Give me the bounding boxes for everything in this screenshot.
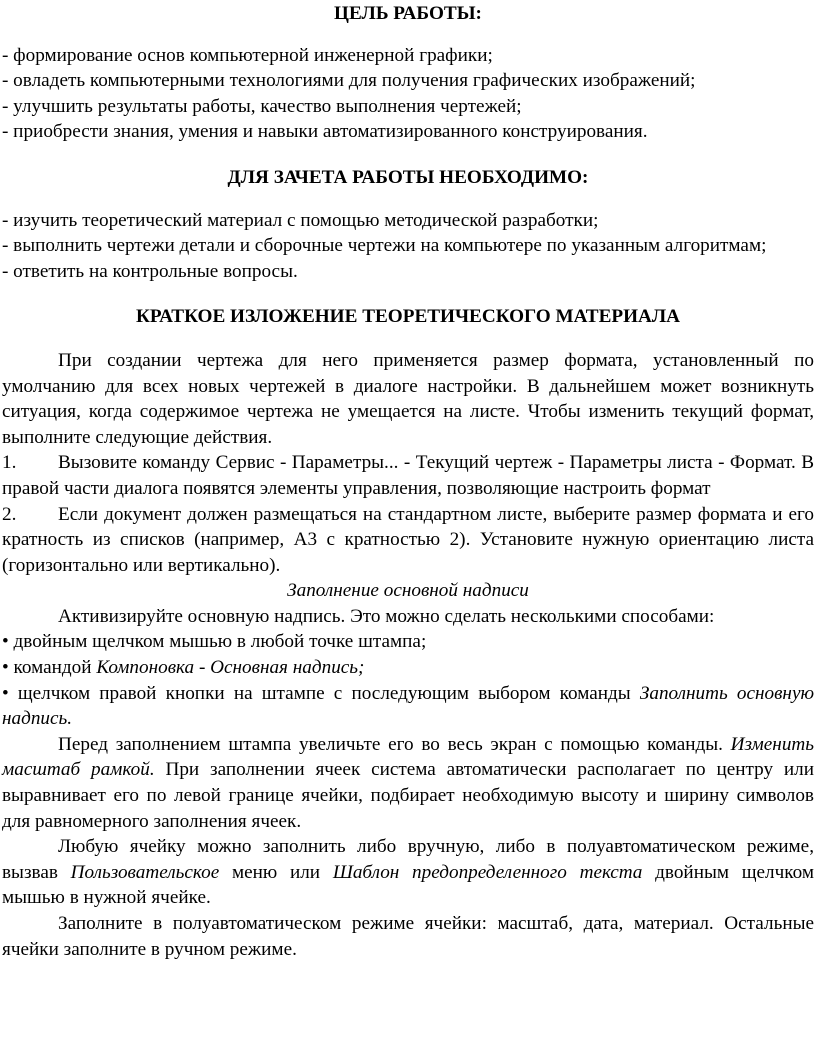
paragraph-final: Заполните в полуавтоматическом режиме ячейки: масштаб, дата, материал. Остальные ячейки заполните в ручном режиме. — [2, 913, 814, 960]
paragraph-zoom — [2, 732, 814, 834]
paragraph-fill-custom-menu: Пользовательское — [70, 861, 220, 883]
bullet-1: • двойным щелчком мышью в любой точке штампа; — [2, 631, 427, 653]
goal-item-4: - приобрести знания, умения и навыки автоматизированного конструирования. — [2, 121, 648, 143]
step-2 — [2, 502, 814, 579]
paragraph-zoom-command: Изменить масштаб рамкой. — [2, 733, 814, 781]
requirement-item-2: - выполнить чертежи детали и сборочные чертежи на компьютере по указанным алгоритмам; — [2, 235, 767, 257]
theory-intro: При создании чертежа для него применяется размер формата, установленный по умолчанию для всех новых чертежей в диалоге настройки. В дальнейшем может возникнуть ситуация, когда содержимое чертежа не умещается на листе. Чтобы изменить текущий формат, выполните следующие действия. — [2, 349, 814, 448]
bullet-3-command: Заполнить основную надпись. — [2, 682, 814, 730]
paragraph-zoom-c: При заполнении ячеек система автоматически располагает по центру или выравнивает его по левой границе ячейки, подбирает необходимую высоту и ширину символов для равномерного заполнения ячеек. — [2, 759, 814, 832]
bullet-3 — [2, 681, 814, 732]
step-2-text: Если документ должен размещаться на стандартном листе, выберите размер формата и его кратность из списков (например, А3 с кратностью 2). Установите нужную ориентацию листа (горизонтально или вертикально). — [2, 503, 814, 576]
paragraph-fill-modes — [2, 834, 814, 911]
paragraph-fill-c: меню или — [219, 861, 333, 883]
goal-item-1: - формирование основ компьютерной инженерной графики; — [2, 44, 493, 66]
bullet-3-text: • щелчком правой кнопки на штампе с последующим выбором команды — [2, 682, 640, 704]
step-1-number: 1. — [2, 452, 17, 474]
bullet-2 — [2, 655, 814, 681]
subtitle — [2, 578, 814, 604]
goal-heading: ЦЕЛЬ РАБОТЫ: — [334, 3, 482, 24]
requirement-item-3: - ответить на контрольные вопросы. — [2, 260, 298, 282]
step-2-number: 2. — [2, 503, 17, 525]
theory-heading: КРАТКОЕ ИЗЛОЖЕНИЕ ТЕОРЕТИЧЕСКОГО МАТЕРИАЛА — [135, 306, 681, 328]
document-page — [0, 1, 816, 1044]
goal-item-2: - овладеть компьютерными технологиями для получения графических изображений; — [2, 70, 696, 92]
bullet-2-command: Компоновка - Основная надпись; — [96, 657, 365, 679]
paragraph-fill-a: Любую ячейку можно заполнить либо вручную, либо в полуавтоматическом режиме, вызвав — [2, 836, 814, 883]
activate-paragraph: Активизируйте основную надпись. Это можно сделать несколькими способами: — [58, 605, 715, 627]
requirements-heading: ДЛЯ ЗАЧЕТА РАБОТЫ НЕОБХОДИМО: — [227, 166, 589, 188]
step-1-text: Вызовите команду Сервис - Параметры... - Текущий чертеж - Параметры листа - Формат. В правой части диалога появятся элементы управления, позволяющие настроить формат — [2, 452, 814, 499]
goal-item-3: - улучшить результаты работы, качество выполнения чертежей; — [2, 95, 522, 117]
paragraph-fill-template: Шаблон предопределенного текста — [332, 861, 643, 883]
paragraph-zoom-a: Перед заполнением штампа увеличьте его во весь экран с помощью команды. — [58, 733, 731, 755]
requirement-item-1: - изучить теоретический материал с помощью методической разработки; — [2, 209, 599, 231]
step-1 — [2, 450, 814, 501]
subtitle-text: Заполнение основной надписи — [287, 580, 529, 602]
paragraph-fill-e: двойным щелчком мышью в нужной ячейке. — [2, 861, 814, 909]
bullet-2-text: • командой — [2, 657, 97, 679]
